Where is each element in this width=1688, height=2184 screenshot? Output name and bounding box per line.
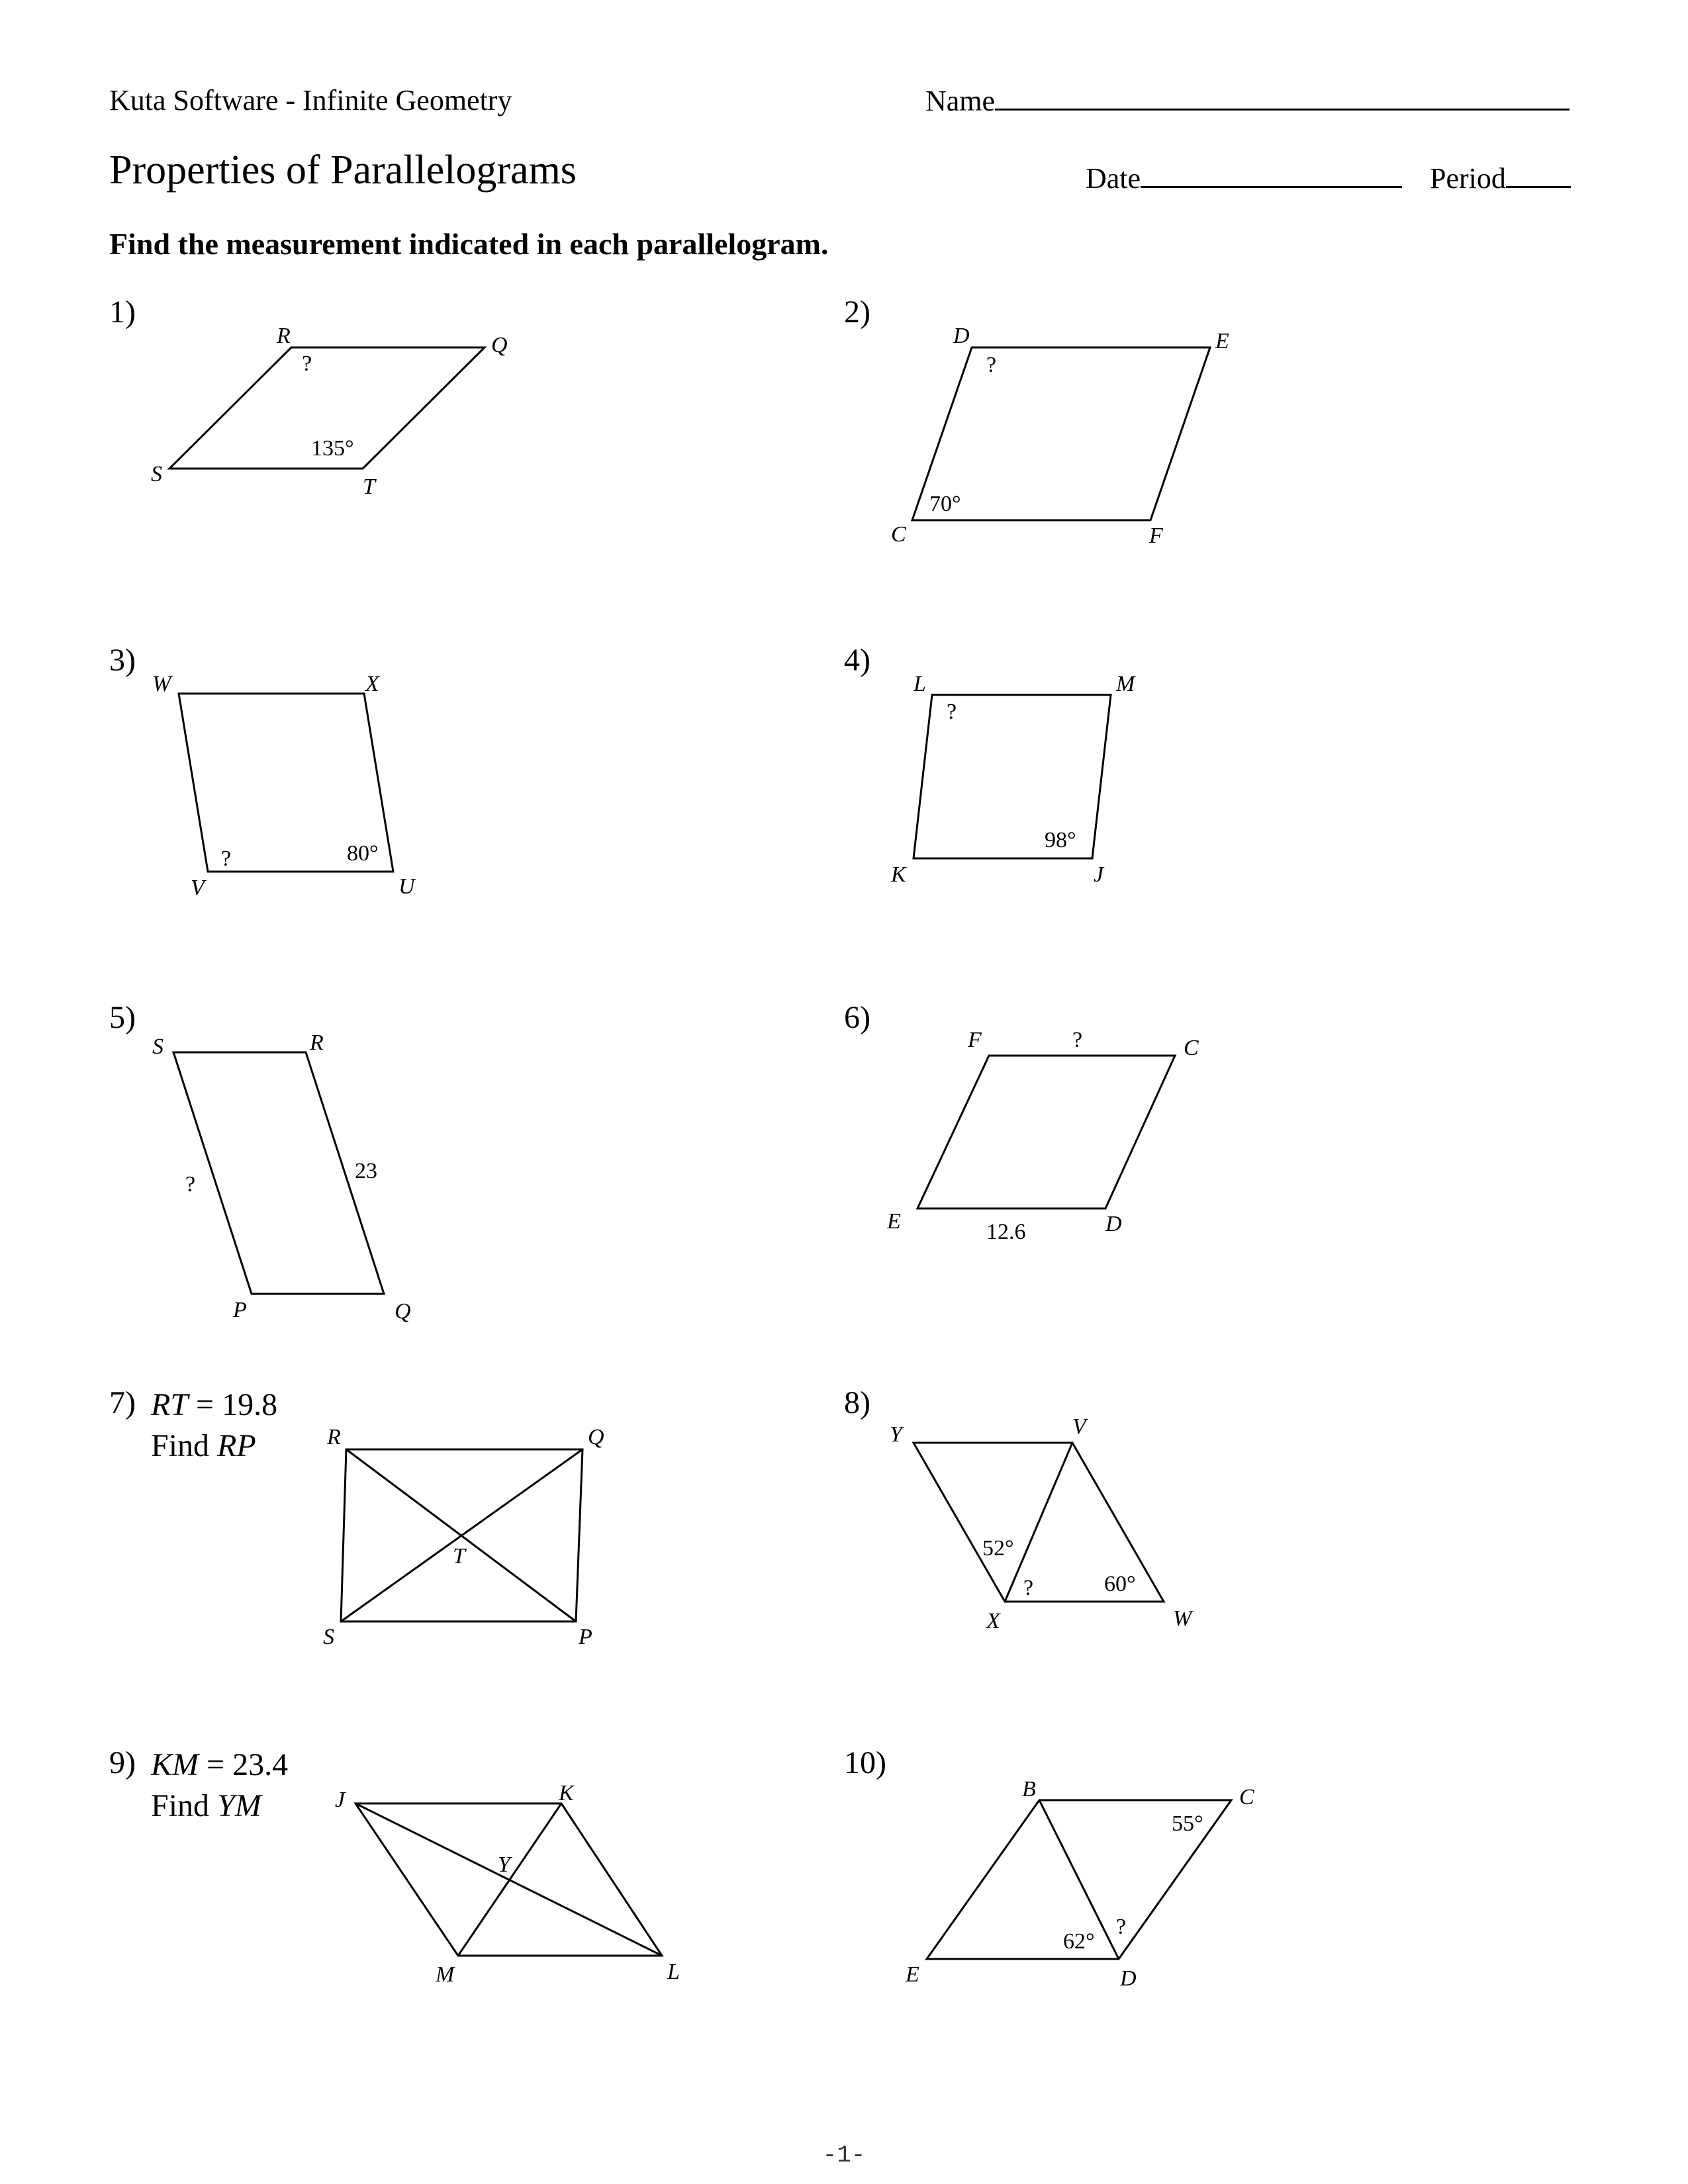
unknown-mark: ? <box>221 846 232 871</box>
angle-mark: 135° <box>311 436 354 461</box>
vertex-label: J <box>1094 862 1104 887</box>
parallelogram-5 <box>173 1052 384 1294</box>
vertex-label: S <box>152 1034 164 1059</box>
problem-number: 7) <box>109 1385 136 1420</box>
angle-mark: 60° <box>1104 1572 1136 1596</box>
problem-number: 8) <box>844 1385 870 1420</box>
period-label: Period <box>1430 162 1506 195</box>
vertex-label: B <box>1022 1777 1036 1801</box>
unknown-mark: ? <box>986 353 997 377</box>
parallelogram-6 <box>917 1056 1175 1208</box>
vertex-label: C <box>1184 1036 1199 1060</box>
problem-number: 6) <box>844 1000 870 1035</box>
vertex-label: Q <box>491 333 508 357</box>
vertex-label: U <box>399 874 415 899</box>
vertex-label: Y <box>890 1422 902 1447</box>
vertex-label: V <box>1072 1414 1086 1439</box>
unknown-mark: ? <box>1116 1915 1127 1939</box>
vertex-label: R <box>327 1425 341 1449</box>
diagonal-qs <box>341 1449 583 1621</box>
vertex-label: K <box>891 862 906 887</box>
page-title: Properties of Parallelograms <box>109 148 577 193</box>
vertex-label: L <box>914 672 926 696</box>
vertex-label: D <box>953 324 970 348</box>
unknown-mark: ? <box>947 700 957 724</box>
parallelogram-4 <box>914 695 1111 858</box>
vertex-label: K <box>559 1781 574 1805</box>
vertex-label: M <box>1116 672 1135 696</box>
angle-mark: 62° <box>1063 1929 1095 1954</box>
publisher-label: Kuta Software - Infinite Geometry <box>109 84 512 116</box>
problem-number: 4) <box>844 643 870 678</box>
vertex-label: R <box>310 1030 324 1055</box>
vertex-label: J <box>335 1788 346 1812</box>
vertex-label: X <box>986 1609 1000 1633</box>
vertex-label: F <box>968 1028 982 1052</box>
given-value: = 23.4 <box>199 1747 289 1782</box>
vertex-label: W <box>1173 1606 1192 1631</box>
vertex-label: E <box>906 1962 919 1987</box>
problem-number: 5) <box>109 1000 136 1035</box>
problem-number: 10) <box>844 1745 886 1780</box>
vertex-label: X <box>365 672 379 696</box>
vertex-label: W <box>152 672 171 696</box>
find-label: Find <box>151 1428 218 1463</box>
find-variable: RP <box>217 1428 256 1463</box>
vertex-label: C <box>1239 1785 1254 1809</box>
vertex-label: M <box>436 1962 455 1987</box>
vertex-label: E <box>887 1209 901 1234</box>
angle-mark: 55° <box>1172 1811 1203 1836</box>
angle-mark: 98° <box>1045 828 1076 852</box>
problem-number: 1) <box>109 295 136 330</box>
vertex-label: T <box>453 1544 465 1569</box>
vertex-label: F <box>1149 523 1163 548</box>
vertex-label: Q <box>588 1425 604 1449</box>
angle-mark: 80° <box>347 841 379 866</box>
vertex-label: Q <box>395 1299 411 1324</box>
name-label: Name <box>925 85 996 117</box>
vertex-label: L <box>667 1960 680 1984</box>
vertex-label: C <box>891 522 906 547</box>
problem-number: 3) <box>109 643 136 678</box>
problem-number: 9) <box>109 1745 136 1780</box>
unknown-mark: ? <box>1023 1576 1034 1600</box>
given-variable: RT <box>151 1387 189 1422</box>
vertex-label: P <box>579 1625 592 1649</box>
given-value: = 19.8 <box>188 1387 278 1422</box>
angle-mark: 70° <box>929 492 961 516</box>
vertex-label: R <box>277 324 291 348</box>
diagonal-vx <box>1005 1443 1072 1602</box>
unknown-mark: ? <box>1072 1028 1083 1052</box>
diagonal-km <box>458 1803 561 1956</box>
vertex-label: P <box>233 1298 247 1322</box>
vertex-label: D <box>1120 1966 1137 1991</box>
find-label: Find <box>151 1788 218 1823</box>
find-variable: YM <box>217 1788 261 1823</box>
vertex-label: V <box>191 876 205 900</box>
angle-mark: 52° <box>982 1536 1014 1561</box>
vertex-label: D <box>1105 1212 1122 1236</box>
side-length-mark: 23 <box>355 1159 377 1183</box>
vertex-label: T <box>363 475 375 499</box>
unknown-mark: ? <box>302 351 312 376</box>
page-number: -1- <box>822 2142 866 2169</box>
date-label: Date <box>1086 162 1141 195</box>
vertex-label: E <box>1215 329 1229 353</box>
instructions: Find the measurement indicated in each parallelogram. <box>109 227 829 261</box>
unknown-mark: ? <box>185 1172 196 1197</box>
given-variable: KM <box>151 1747 199 1782</box>
problem-number: 2) <box>844 295 870 330</box>
side-length-mark: 12.6 <box>986 1220 1026 1244</box>
vertex-label: S <box>323 1625 334 1649</box>
vertex-label: Y <box>498 1852 510 1877</box>
vertex-label: S <box>151 462 162 486</box>
